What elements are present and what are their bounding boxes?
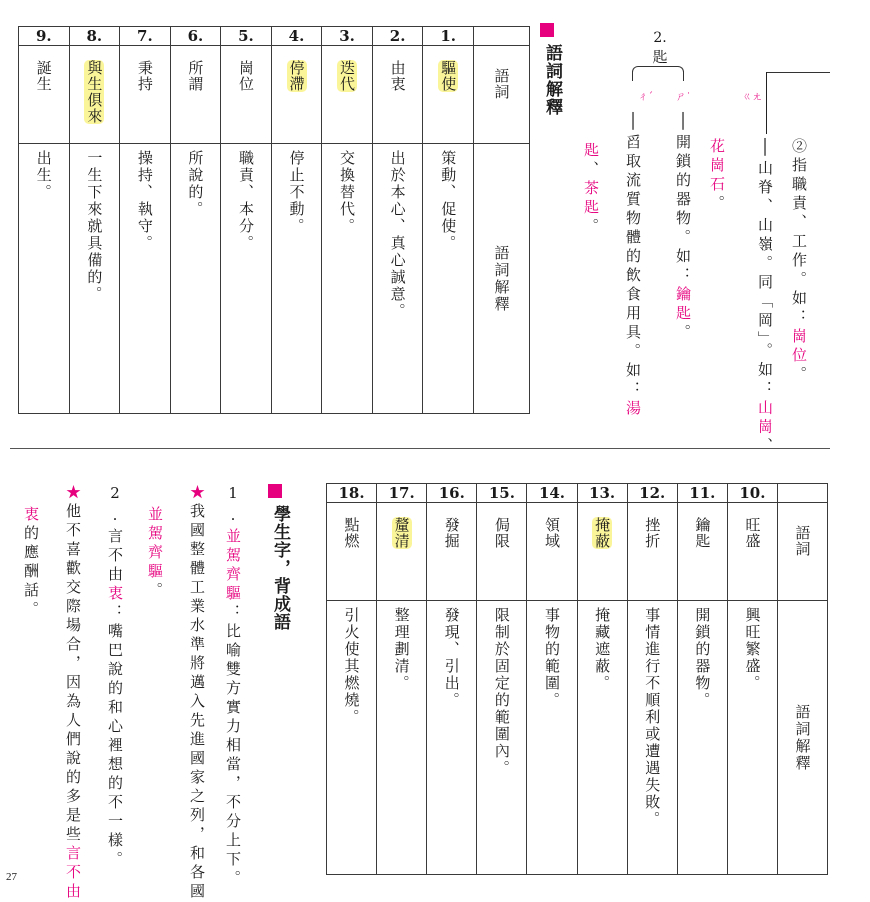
vocab-definition: 整理劃清。 <box>392 607 411 692</box>
shi-brace <box>632 66 684 81</box>
item-number: 15. <box>477 484 527 503</box>
header-word: 語詞 <box>492 68 511 100</box>
vocab-word: 誕生 <box>34 60 53 92</box>
vocab-definition: 發現、引出。 <box>442 607 461 709</box>
word-row <box>327 503 828 601</box>
item-number: 3. <box>322 27 373 46</box>
vocab-word: 由衷 <box>388 60 407 92</box>
vocab-word: 崗位 <box>236 60 255 92</box>
shi-heading: 2. 匙 <box>652 30 668 66</box>
vocab-word-cell <box>727 503 777 601</box>
vocab-definition: 所說的。 <box>186 150 205 218</box>
vocab-word: 侷限 <box>492 517 511 549</box>
item-number: 16. <box>427 484 477 503</box>
vocab-word-cell <box>69 46 120 144</box>
vocab-definition: 事物的範圍。 <box>542 607 561 709</box>
vocab-definition-cell <box>427 601 477 875</box>
idiom-1-sentence: ★我國整體工業水準將邁入先進國家之列，和各國 <box>188 484 206 902</box>
vocab-definition-cell <box>372 144 423 414</box>
idiom-2-sentence: ★他不喜歡交際場合，因為人們說的多是些言不由 <box>64 484 82 902</box>
item-number: 6. <box>170 27 221 46</box>
pink-square-icon <box>540 23 554 37</box>
vocab-definition: 興旺繁盛。 <box>743 607 762 692</box>
vocab-definition: 出於本心、真心誠意。 <box>388 150 407 320</box>
item-number: 14. <box>527 484 577 503</box>
header-word: 語詞 <box>793 525 812 557</box>
header-definition-cell <box>474 144 530 414</box>
shi-definition-1: │開鎖的器物。如：鑰匙。 <box>674 112 692 343</box>
vocab-table-top <box>18 26 530 414</box>
header-word-cell <box>778 503 828 601</box>
vocab-word-cell <box>427 503 477 601</box>
item-number: 13. <box>577 484 627 503</box>
vocab-word-cell <box>170 46 221 144</box>
gang-brace-side <box>766 72 767 134</box>
vocab-word-cell <box>677 503 727 601</box>
header-definition: 語詞解釋 <box>793 703 812 772</box>
section-divider <box>10 448 830 449</box>
vocab-word: 掩蔽 <box>593 517 612 549</box>
vocab-word: 發掘 <box>442 517 461 549</box>
vocab-definition-cell <box>677 601 727 875</box>
number-row <box>327 484 828 503</box>
vocab-word: 與生俱來 <box>85 60 104 124</box>
vocab-definition: 交換替代。 <box>338 150 357 235</box>
idiom-1-sentence-cont: 並駕齊驅。 <box>146 506 164 601</box>
vocab-word-cell <box>120 46 171 144</box>
vocab-word: 所謂 <box>186 60 205 92</box>
vocab-section-title: 語詞解釋 <box>540 22 565 116</box>
vocab-word-cell <box>423 46 474 144</box>
gang-definition-1: │山脊、山嶺。同「岡」。如：山崗、 <box>756 138 774 457</box>
vocab-word-cell <box>271 46 322 144</box>
vocab-word-cell <box>221 46 272 144</box>
vocab-word-cell <box>627 503 677 601</box>
idiom-2-sentence-cont: 衷的應酬話。 <box>22 506 40 620</box>
vocab-definition: 操持、執守。 <box>135 150 154 252</box>
vocab-definition: 限制於固定的範圍內。 <box>492 607 511 777</box>
vocab-definition-cell <box>271 144 322 414</box>
header-number-blank <box>474 27 530 46</box>
item-number: 4. <box>271 27 322 46</box>
pink-square-icon <box>268 484 282 498</box>
vocab-definition-cell <box>120 144 171 414</box>
shi-reading-yao: ㄕ˙ <box>676 92 691 103</box>
vocab-definition: 停止不動。 <box>287 150 306 235</box>
vocab-word: 釐清 <box>392 517 411 549</box>
vocab-definition: 策動、促使。 <box>439 150 458 252</box>
vocab-word-cell <box>372 46 423 144</box>
vocab-word: 鑰匙 <box>693 517 712 549</box>
vocab-definition: 出生。 <box>34 150 53 201</box>
definition-row <box>19 144 530 414</box>
vocab-definition: 掩藏遮蔽。 <box>593 607 612 692</box>
item-number: 18. <box>327 484 377 503</box>
vocab-word: 旺盛 <box>743 517 762 549</box>
vocab-word: 停滯 <box>287 60 306 92</box>
idiom-section-title: 學生字，背成語 <box>268 483 293 631</box>
vocab-definition-cell <box>19 144 70 414</box>
header-definition: 語詞解釋 <box>492 244 511 313</box>
vocab-definition-cell <box>69 144 120 414</box>
header-number-blank <box>778 484 828 503</box>
gang-reading: ㄍㄤ <box>742 92 762 103</box>
item-number: 12. <box>627 484 677 503</box>
vocab-word: 挫折 <box>643 517 662 549</box>
item-number: 5. <box>221 27 272 46</box>
vocab-word-cell <box>19 46 70 144</box>
vocab-table-bottom <box>326 483 828 875</box>
vocab-definition-cell <box>327 601 377 875</box>
shi-example-cont: 匙、茶匙。 <box>582 142 600 237</box>
idiom-1-definition: 1.並駕齊驅：比喻雙方實力相當，不分上下。 <box>224 484 242 889</box>
vocab-word: 秉持 <box>135 60 154 92</box>
vocab-definition-cell <box>322 144 373 414</box>
vocab-definition: 開鎖的器物。 <box>693 607 712 709</box>
item-number: 8. <box>69 27 120 46</box>
header-word-cell <box>474 46 530 144</box>
vocab-definition-cell <box>477 601 527 875</box>
item-number: 11. <box>677 484 727 503</box>
vocab-word: 迭代 <box>338 60 357 92</box>
vocab-definition: 職責、本分。 <box>236 150 255 252</box>
vocab-definition-cell <box>627 601 677 875</box>
vocab-word-cell <box>477 503 527 601</box>
item-number: 2. <box>372 27 423 46</box>
vocab-definition: 一生下來就具備的。 <box>85 150 104 303</box>
gang-definition-2: ②指職責、工作。如：崗位。 <box>790 138 808 385</box>
number-row <box>19 27 530 46</box>
vocab-word-cell <box>322 46 373 144</box>
vocab-word: 點燃 <box>342 517 361 549</box>
gang-example-cont: 花崗石。 <box>708 138 726 214</box>
item-number: 7. <box>120 27 171 46</box>
item-number: 10. <box>727 484 777 503</box>
vocab-word-cell <box>527 503 577 601</box>
vocab-word: 驅使 <box>439 60 458 92</box>
vocab-definition-cell <box>727 601 777 875</box>
shi-definition-2: │舀取流質物體的飲食用具。如：湯 <box>624 112 642 419</box>
shi-reading-chi: ㄔˊ <box>638 92 653 103</box>
vocab-word-cell <box>377 503 427 601</box>
vocab-definition-cell <box>377 601 427 875</box>
item-number: 17. <box>377 484 427 503</box>
vocab-definition: 引火使其燃燒。 <box>342 607 361 726</box>
vocab-definition-cell <box>170 144 221 414</box>
vocab-word-cell <box>577 503 627 601</box>
idiom-2-definition: 2.言不由衷：嘴巴說的和心裡想的不一樣。 <box>106 484 124 870</box>
vocab-definition-cell <box>423 144 474 414</box>
vocab-word: 領域 <box>542 517 561 549</box>
item-number: 1. <box>423 27 474 46</box>
word-row <box>19 46 530 144</box>
header-definition-cell <box>778 601 828 875</box>
vocab-definition: 事情進行不順利或遭遇失敗。 <box>643 607 662 828</box>
vocab-word-cell <box>327 503 377 601</box>
definition-row <box>327 601 828 875</box>
vocab-definition-cell <box>221 144 272 414</box>
vocab-definition-cell <box>527 601 577 875</box>
item-number: 9. <box>19 27 70 46</box>
vocab-definition-cell <box>577 601 627 875</box>
page-number: 27 <box>6 871 17 883</box>
gang-brace-top <box>766 72 830 73</box>
